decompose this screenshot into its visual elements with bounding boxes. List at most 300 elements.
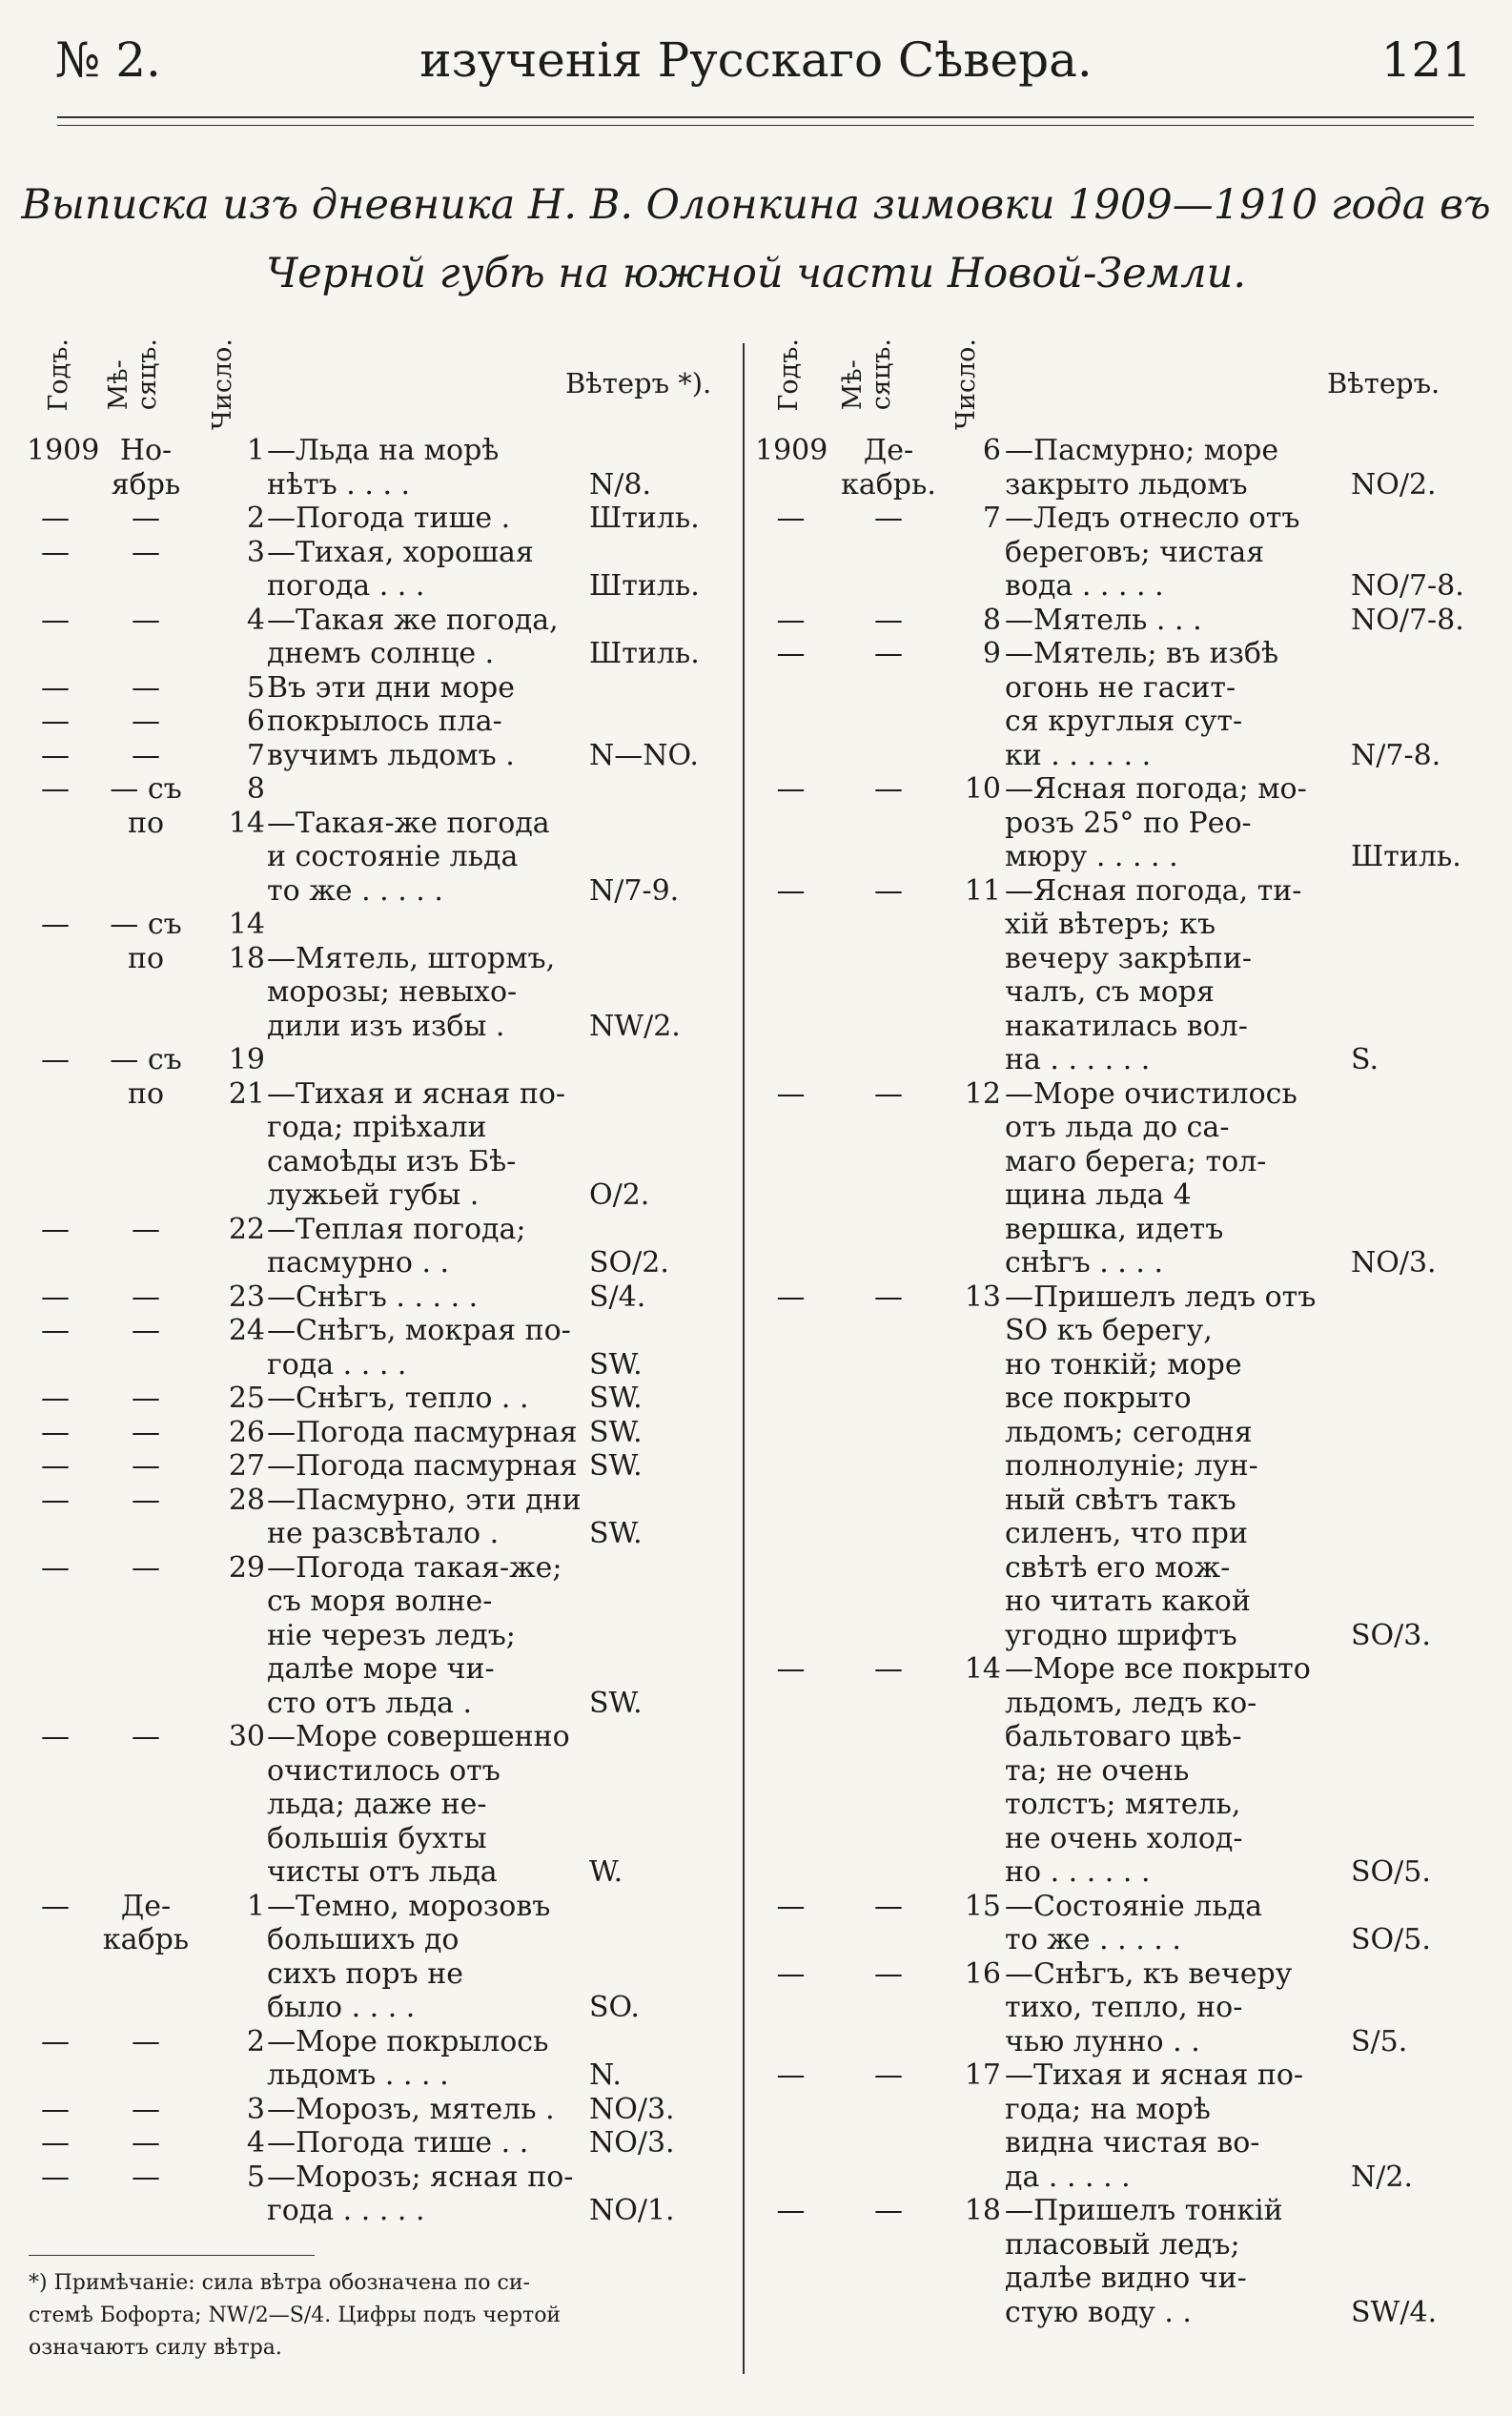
table-row [27, 536, 732, 570]
table-row [755, 1788, 1499, 1822]
table-row [755, 1484, 1499, 1518]
day-cell: 18 [228, 941, 265, 975]
entry-text: видна чистая во- [1005, 2126, 1260, 2160]
table-row [27, 1720, 732, 1754]
table-row [755, 1416, 1499, 1450]
wind-cell: NW/2. [589, 1009, 681, 1043]
entry-text: —Теплая погода; [267, 1212, 526, 1246]
table-row [27, 1043, 732, 1077]
table-row [755, 1382, 1499, 1416]
table-row [27, 1348, 732, 1382]
month-cell: — [132, 2160, 160, 2194]
year-cell: — [41, 1550, 70, 1585]
month-cell: — [132, 535, 160, 569]
table-row [27, 2160, 732, 2195]
wind-cell: N. [589, 2058, 622, 2092]
entry-text: морозы; невыхо- [267, 975, 518, 1009]
entry-text: но тонкій; море [1005, 1347, 1242, 1382]
entry-text: не разсвѣтало . [267, 1517, 500, 1550]
table-row [27, 1246, 732, 1280]
footnote-line: *) Примѣчаніе: сила вѣтра обозначена по си- [29, 2271, 530, 2295]
table-row [27, 604, 732, 638]
year-cell: — [41, 2024, 70, 2058]
entry-text: —Ясная погода, ти- [1005, 873, 1302, 908]
month-cell: — [874, 603, 903, 637]
wind-cell: SW. [589, 1415, 643, 1449]
left-rows [27, 434, 732, 2228]
month-cell: — [132, 1314, 160, 1347]
year-cell: — [41, 1720, 70, 1753]
table-row [27, 1957, 732, 1992]
day-cell: 27 [228, 1449, 265, 1483]
month-header: Мѣ- сяцъ. [104, 338, 162, 411]
year-cell: — [41, 1889, 70, 1923]
wind-cell: SO/2. [589, 1246, 669, 1280]
year-cell: — [41, 502, 70, 535]
entry-text: чью лунно . . [1005, 2024, 1200, 2058]
wind-cell: N/7-8. [1351, 738, 1441, 772]
right-table [755, 338, 1499, 2407]
table-row [27, 874, 732, 909]
day-cell: 5 [246, 670, 265, 705]
table-row [27, 1890, 732, 1924]
month-cell: — [132, 1382, 160, 1415]
day-cell: 23 [228, 1280, 265, 1314]
page-number: 121 [1380, 32, 1472, 88]
table-row [27, 908, 732, 942]
month-cell: — [132, 1280, 160, 1314]
table-row [27, 1280, 732, 1315]
entry-text: лужьей губы . [267, 1178, 480, 1212]
day-cell: 7 [246, 738, 265, 772]
month-cell: — [874, 637, 903, 670]
table-row [755, 502, 1499, 536]
year-cell: — [41, 2092, 70, 2126]
table-row [755, 1991, 1499, 2025]
wind-cell: NO/3. [1351, 1246, 1437, 1280]
month-cell: — [874, 2194, 903, 2227]
wind-cell: S/4. [589, 1280, 646, 1314]
table-row [27, 2194, 732, 2228]
wind-cell: SW. [589, 1347, 643, 1382]
table-row [755, 1551, 1499, 1586]
article-title-line-1: Выписка изъ дневника Н. В. Олонкина зимовки 1909—1910 года въ [21, 181, 1491, 229]
day-cell: 3 [246, 535, 265, 569]
issue-number: № 2. [55, 32, 161, 88]
entry-text: силенъ, что при [1005, 1517, 1248, 1550]
table-row [755, 1145, 1499, 1179]
table-row [27, 1010, 732, 1044]
month-cell: — съ [110, 1043, 182, 1076]
entry-text: —Пришелъ ледъ отъ [1005, 1280, 1317, 1314]
table-row [755, 2093, 1499, 2127]
entry-text: да . . . . . [1005, 2160, 1131, 2194]
entry-text: года . . . . . [267, 2194, 425, 2227]
table-row [755, 2194, 1499, 2228]
footnote [29, 2267, 734, 2365]
entry-text: маго берега; тол- [1005, 1144, 1267, 1178]
entry-text: ный свѣтъ такъ [1005, 1483, 1236, 1517]
wind-cell: S. [1351, 1043, 1379, 1076]
month-cell: кабрь [102, 1923, 190, 1956]
table-row [755, 1010, 1499, 1044]
entry-text: береговъ; чистая [1005, 535, 1265, 569]
table-row [27, 1416, 732, 1450]
entry-text: Въ эти дни море [267, 670, 515, 705]
table-row [27, 1991, 732, 2025]
wind-cell: N/2. [1351, 2160, 1413, 2194]
header-rule [57, 116, 1474, 118]
table-row [27, 569, 732, 604]
year-cell: — [41, 772, 70, 806]
month-cell: — [874, 1076, 903, 1111]
wind-cell: NO/2. [1351, 467, 1437, 502]
entry-text: вучимъ льдомъ . [267, 738, 515, 772]
month-cell: — [874, 1280, 903, 1314]
year-cell: — [776, 1280, 806, 1314]
entry-text: покрылось пла- [267, 705, 502, 738]
wind-header: Вѣтеръ. [1327, 367, 1440, 399]
month-cell: — [874, 2058, 903, 2092]
entry-text: огонь не гасит- [1005, 670, 1236, 705]
wind-cell: SW. [589, 1517, 643, 1550]
wind-cell: Штиль. [589, 569, 700, 603]
wind-cell: N—NO. [589, 738, 699, 772]
table-row [27, 1517, 732, 1551]
entry-text: вода . . . . . [1005, 569, 1164, 603]
table-row [27, 1484, 732, 1518]
entry-text: далѣе море чи- [267, 1652, 495, 1686]
day-cell: 9 [982, 637, 1001, 670]
table-row [755, 1348, 1499, 1382]
year-cell: — [776, 603, 806, 637]
year-cell: — [776, 502, 806, 535]
month-cell: — [874, 1956, 903, 1991]
table-row [27, 739, 732, 773]
footnote-rule [29, 2255, 315, 2256]
table-row [755, 1890, 1499, 1924]
table-row [755, 2160, 1499, 2195]
table-row [27, 502, 732, 536]
entry-text: года . . . . [267, 1347, 407, 1382]
day-cell: 21 [228, 1076, 265, 1111]
entry-text: льдомъ, ледъ ко- [1005, 1686, 1257, 1720]
day-cell: 18 [964, 2194, 1001, 2227]
day-cell: 6 [246, 705, 265, 738]
entry-text: —Морозъ, мятель . [267, 2092, 555, 2126]
table-row [27, 1855, 732, 1890]
day-cell: 3 [246, 2092, 265, 2126]
table-row [755, 1213, 1499, 1247]
entry-text: —Погода пасмурная [267, 1449, 578, 1483]
table-row [755, 1077, 1499, 1112]
entry-text: —Пришелъ тонкій [1005, 2194, 1283, 2227]
entry-text: не очень холод- [1005, 1821, 1243, 1855]
year-cell: — [41, 535, 70, 569]
month-cell: — [132, 1483, 160, 1517]
day-cell: 16 [964, 1956, 1001, 1991]
table-row [755, 1957, 1499, 1992]
table-row [755, 2058, 1499, 2093]
entry-text: отъ льда до са- [1005, 1111, 1230, 1144]
year-header: Годъ. [774, 338, 804, 412]
table-row [27, 1754, 732, 1789]
wind-cell: SO. [589, 1991, 640, 2024]
entry-text: льдомъ . . . . [267, 2058, 449, 2092]
year-cell: 1909 [755, 434, 828, 467]
month-cell: ябрь [111, 467, 181, 502]
day-cell: 2 [246, 2024, 265, 2058]
month-cell: — [874, 502, 903, 535]
table-row [755, 1111, 1499, 1145]
entry-text: снѣгъ . . . . [1005, 1246, 1163, 1280]
entry-text: —Пасмурно; море [1005, 434, 1279, 467]
day-cell: 1 [246, 1889, 265, 1923]
day-cell: 13 [964, 1280, 1001, 1314]
wind-cell: SO/3. [1351, 1618, 1431, 1652]
month-cell: — [132, 1212, 160, 1246]
year-cell: — [41, 705, 70, 738]
entry-text: и состояніе льда [267, 840, 519, 873]
table-row [755, 604, 1499, 638]
table-row [755, 2262, 1499, 2296]
entry-text: —Снѣгъ . . . . . [267, 1280, 479, 1314]
entry-text: вершка, идетъ [1005, 1212, 1224, 1246]
table-row [755, 975, 1499, 1010]
entry-text: но читать какой [1005, 1585, 1251, 1618]
year-cell: — [776, 1076, 806, 1111]
day-cell: 10 [964, 772, 1001, 806]
day-cell: 7 [982, 502, 1001, 535]
month-cell: — [132, 670, 160, 705]
entry-text: —Погода пасмурная [267, 1415, 578, 1449]
table-row [755, 637, 1499, 671]
entry-text: чисты отъ льда [267, 1855, 498, 1889]
table-row [755, 874, 1499, 909]
year-cell: — [41, 1449, 70, 1483]
entry-text: далѣе видно чи- [1005, 2262, 1247, 2295]
table-row [27, 1213, 732, 1247]
entry-text: большихъ до [267, 1923, 460, 1956]
year-header: Годъ. [44, 338, 73, 412]
month-cell: — [132, 705, 160, 738]
table-row [755, 739, 1499, 773]
year-cell: — [776, 2058, 806, 2092]
table-row [755, 705, 1499, 739]
entry-text: —Погода тише . [267, 502, 511, 535]
month-cell: — [132, 603, 160, 637]
wind-cell: O/2. [589, 1178, 650, 1212]
entry-text: —Темно, морозовъ [267, 1889, 551, 1923]
entry-text: —Пасмурно, эти дни [267, 1483, 582, 1517]
entry-text: очистилось отъ [267, 1753, 501, 1788]
table-row [755, 1043, 1499, 1077]
month-cell: по [127, 1076, 165, 1111]
entry-text: SO къ берегу, [1005, 1314, 1213, 1347]
month-cell: — [874, 1652, 903, 1686]
wind-cell: Штиль. [589, 502, 700, 535]
wind-cell: NO/3. [589, 2126, 675, 2160]
wind-cell: W. [589, 1855, 623, 1889]
year-cell: — [41, 603, 70, 637]
table-row [27, 2126, 732, 2160]
entry-text: ніе черезъ ледъ; [267, 1618, 516, 1652]
table-row [755, 1619, 1499, 1653]
entry-text: льда; даже не- [267, 1788, 487, 1821]
entry-text: та; не очень [1005, 1753, 1190, 1788]
table-row [755, 2025, 1499, 2059]
wind-cell: NO/7-8. [1351, 603, 1464, 637]
year-cell: — [776, 1889, 806, 1923]
entry-text: то же . . . . . [1005, 1923, 1181, 1956]
month-cell: — [132, 2024, 160, 2058]
entry-text: то же . . . . . [267, 873, 443, 908]
table-row [27, 1382, 732, 1416]
wind-cell: S/5. [1351, 2024, 1408, 2058]
table-row [755, 1652, 1499, 1687]
entry-text: ки . . . . . . [1005, 738, 1152, 772]
month-cell: — [874, 1889, 903, 1923]
table-row [755, 1280, 1499, 1315]
entry-text: дили изъ избы . [267, 1009, 505, 1043]
entry-text: угодно шрифтъ [1005, 1618, 1237, 1652]
month-cell: по [127, 941, 165, 975]
entry-text: —Тихая, хорошая [267, 535, 534, 569]
table-row [27, 434, 732, 468]
wind-cell: Штиль. [1351, 840, 1461, 873]
wind-cell: NO/1. [589, 2194, 675, 2227]
table-row [27, 772, 732, 807]
entry-text: самоѣды изъ Бѣ- [267, 1144, 517, 1178]
wind-cell: SW. [589, 1686, 643, 1720]
entry-text: было . . . . [267, 1991, 416, 2024]
entry-text: толстъ; мятель, [1005, 1788, 1241, 1821]
entry-text: —Морозъ; ясная по- [267, 2160, 574, 2194]
day-cell: 8 [982, 603, 1001, 637]
day-cell: 22 [228, 1212, 265, 1246]
column-separator [743, 343, 745, 2374]
table-row [27, 975, 732, 1010]
wind-cell: NO/7-8. [1351, 569, 1464, 603]
day-cell: 25 [228, 1382, 265, 1415]
table-row [27, 840, 732, 874]
year-cell: — [41, 1483, 70, 1517]
month-cell: Де- [863, 434, 914, 467]
table-row [27, 1923, 732, 1957]
entry-text: —Снѣгъ, къ вечеру [1005, 1956, 1293, 1991]
entry-text: года; на морѣ [1005, 2092, 1211, 2126]
table-row [27, 671, 732, 706]
entry-text: —Льда на морѣ [267, 434, 500, 467]
entry-text: все покрыто [1005, 1382, 1192, 1415]
entry-text: мюру . . . . . [1005, 840, 1178, 873]
day-header: Число. [951, 338, 981, 430]
day-cell: 24 [228, 1314, 265, 1347]
table-row [755, 671, 1499, 706]
month-cell: — [132, 1449, 160, 1483]
table-row [755, 1822, 1499, 1856]
day-cell: 4 [246, 603, 265, 637]
entry-text: —Такая-же погода [267, 806, 550, 840]
year-cell: — [41, 2126, 70, 2160]
table-row [755, 2126, 1499, 2160]
table-row [755, 468, 1499, 502]
month-cell: — [874, 873, 903, 908]
entry-text: —Снѣгъ, мокрая по- [267, 1314, 571, 1347]
day-cell: 30 [228, 1720, 265, 1753]
year-cell: — [41, 1212, 70, 1246]
month-cell: — съ [110, 908, 182, 941]
year-cell: — [776, 1652, 806, 1686]
entry-text: —Ледъ отнесло отъ [1005, 502, 1300, 535]
entry-text: —Ясная погода; мо- [1005, 772, 1307, 806]
entry-text: но . . . . . . [1005, 1855, 1151, 1889]
table-row [755, 1246, 1499, 1280]
table-row [27, 1652, 732, 1687]
entry-text: —Тихая и ясная по- [267, 1076, 566, 1111]
entry-text: года; пріѣхали [267, 1111, 487, 1144]
month-cell: — [132, 2092, 160, 2126]
table-row [27, 1111, 732, 1145]
day-cell: 4 [246, 2126, 265, 2160]
running-title: изученія Русскаго Сѣвера. [419, 32, 1093, 88]
month-cell: — [132, 1550, 160, 1585]
wind-cell: SW. [589, 1449, 643, 1483]
article-title-line-2: Черной губѣ на южной части Новой-Земли. [265, 250, 1246, 297]
table-row [27, 705, 732, 739]
entry-text: —Море все покрыто [1005, 1652, 1311, 1686]
entry-text: съ моря волне- [267, 1585, 493, 1618]
table-row [755, 807, 1499, 841]
table-row [755, 1855, 1499, 1890]
table-row [755, 1585, 1499, 1619]
table-row [755, 1923, 1499, 1957]
table-row [27, 1077, 732, 1112]
table-row [27, 1822, 732, 1856]
wind-cell: SO/5. [1351, 1923, 1431, 1956]
day-cell: 2 [246, 502, 265, 535]
table-row [27, 807, 732, 841]
table-row [27, 1449, 732, 1484]
entry-text: накатилась вол- [1005, 1009, 1248, 1043]
table-row [755, 1178, 1499, 1213]
table-row [27, 1619, 732, 1653]
day-cell: 12 [964, 1076, 1001, 1111]
month-cell: — [132, 502, 160, 535]
wind-cell: N/8. [589, 467, 651, 502]
year-cell: — [776, 1956, 806, 1991]
footnote-line: означаютъ силу вѣтра. [29, 2336, 282, 2360]
table-row [27, 468, 732, 502]
day-cell: 11 [964, 873, 1001, 908]
month-cell: кабрь. [841, 467, 936, 502]
table-row [755, 942, 1499, 976]
year-cell: — [776, 772, 806, 806]
entry-text: розъ 25° по Рео- [1005, 806, 1252, 840]
right-rows [755, 434, 1499, 2329]
entry-text: —Снѣгъ, тепло . . [267, 1382, 529, 1415]
entry-text: полнолуніе; лун- [1005, 1449, 1258, 1483]
table-row [755, 772, 1499, 807]
table-row [755, 2296, 1499, 2330]
table-row [27, 2058, 732, 2093]
year-cell: — [41, 1314, 70, 1347]
wind-cell: SO/5. [1351, 1855, 1431, 1889]
year-cell: — [41, 908, 70, 941]
entry-text: чалъ, съ моря [1005, 975, 1215, 1009]
entry-text: —Мятель, штормъ, [267, 941, 556, 975]
table-row [755, 1687, 1499, 1721]
